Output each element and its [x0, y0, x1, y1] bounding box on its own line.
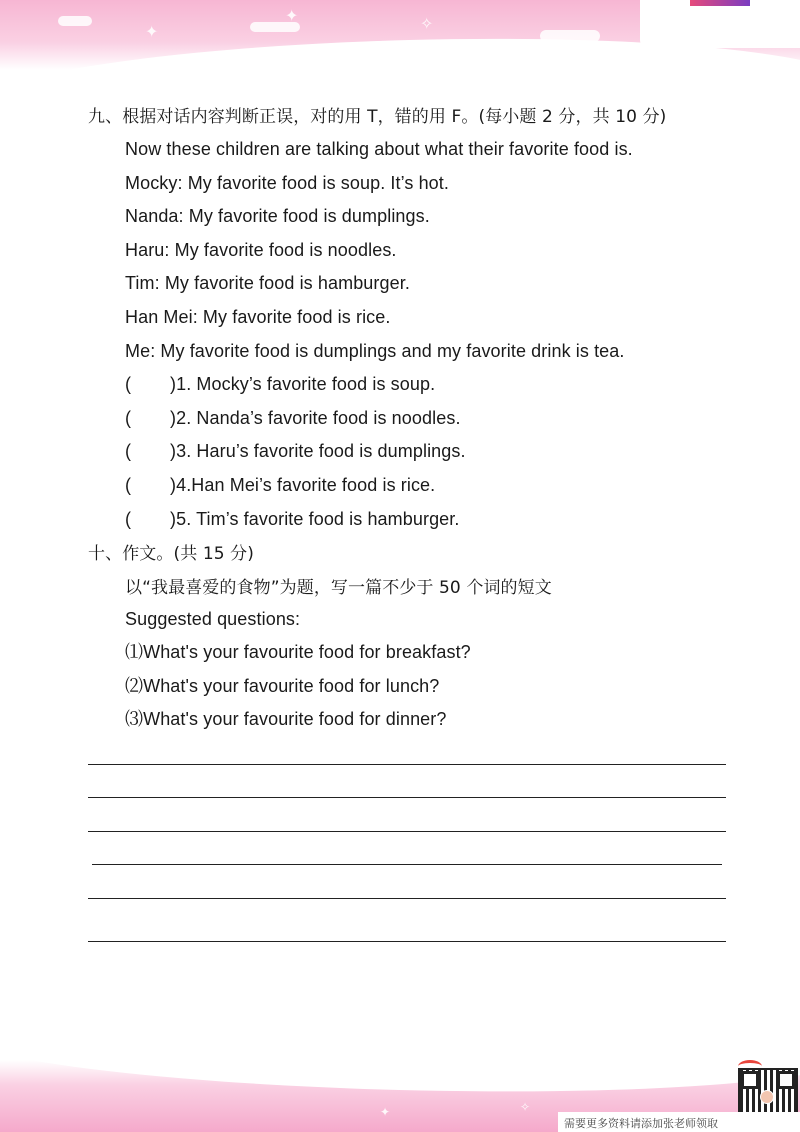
footer-note: 需要更多资料请添加张老师领取 [564, 1117, 718, 1130]
section-10-heading: 十、作文。(共 15 分) [88, 544, 255, 564]
question-text: )5. Tim’s favorite food is hamburger. [170, 509, 460, 529]
suggested-question: ⑶What's your favourite food for dinner? [125, 709, 447, 729]
writing-line[interactable] [92, 864, 722, 865]
composition-prompt: 以“我最喜爱的食物”为题，写一篇不少于 50 个词的短文 [125, 578, 552, 598]
question-text: )1. Mocky’s favorite food is soup. [170, 374, 436, 394]
writing-line[interactable] [88, 797, 726, 798]
answer-blank-open[interactable]: ( [125, 475, 132, 495]
suggested-question: ⑴What's your favourite food for breakfast? [125, 642, 471, 662]
avatar [760, 1090, 774, 1104]
answer-blank-open[interactable]: ( [125, 441, 132, 461]
suggested-questions-label: Suggested questions: [125, 609, 301, 629]
header-tab-bar [690, 0, 750, 6]
answer-blank-open[interactable]: ( [125, 374, 132, 394]
dialogue-line: Haru: My favorite food is noodles. [125, 240, 397, 260]
answer-blank-open[interactable]: ( [125, 408, 132, 428]
header-tab [640, 0, 800, 48]
cloud-icon [540, 30, 600, 42]
sparkle-icon: ✦ [380, 1105, 391, 1119]
sparkle-icon: ✧ [420, 14, 434, 33]
sparkle-icon: ✦ [145, 22, 159, 41]
question-text: )4.Han Mei’s favorite food is rice. [170, 475, 436, 495]
writing-line[interactable] [88, 898, 726, 899]
writing-line[interactable] [88, 941, 726, 942]
dialogue-line: Me: My favorite food is dumplings and my favorite drink is tea. [125, 341, 625, 361]
cloud-icon [58, 16, 92, 26]
dialogue-line: Mocky: My favorite food is soup. It’s hot. [125, 173, 449, 193]
sparkle-icon: ✦ [285, 6, 299, 25]
question-text: )3. Haru’s favorite food is dumplings. [170, 441, 466, 461]
question-text: )2. Nanda’s favorite food is noodles. [170, 408, 461, 428]
section-9-heading: 九、根据对话内容判断正误，对的用 T，错的用 F。(每小题 2 分，共 10 分) [88, 107, 667, 127]
sparkle-icon: ✧ [520, 1100, 531, 1114]
section-9-intro: Now these children are talking about what their favorite food is. [125, 139, 633, 159]
suggested-question: ⑵What's your favourite food for lunch? [125, 676, 440, 696]
answer-blank-open[interactable]: ( [125, 509, 132, 529]
writing-line[interactable] [88, 764, 726, 765]
writing-line[interactable] [88, 831, 726, 832]
dialogue-line: Nanda: My favorite food is dumplings. [125, 206, 430, 226]
dialogue-line: Han Mei: My favorite food is rice. [125, 307, 391, 327]
dialogue-line: Tim: My favorite food is hamburger. [125, 273, 410, 293]
